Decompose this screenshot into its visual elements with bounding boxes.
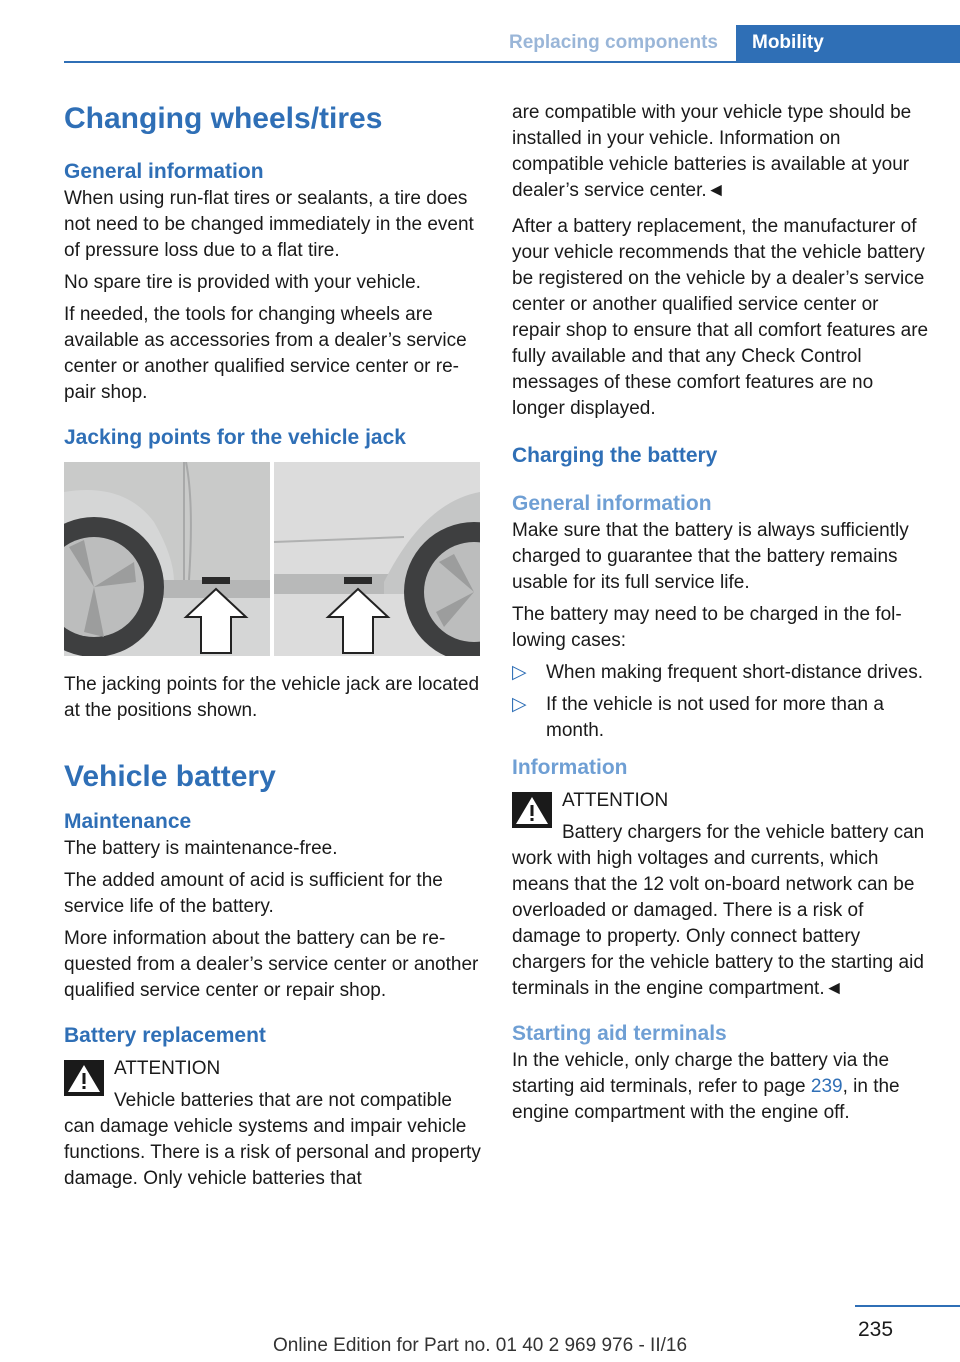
heading-general-information: General information (64, 160, 264, 183)
header-chapter-tab[interactable]: Mobility (736, 25, 960, 63)
list-item (512, 660, 930, 686)
bullet-triangle-icon: ▷ (512, 694, 527, 715)
para-maintenance-free: The battery is maintenance-free. (64, 838, 338, 859)
para-tools: If needed, the tools for changing wheels are available as accessories from a dealer’s service center or another qualified service center or repair shop. (64, 304, 467, 403)
para-charge-cases: The battery may need to be charged in the following cases: (512, 604, 902, 651)
heading-battery-replacement: Battery replacement (64, 1024, 266, 1047)
battery-replacement-warning (64, 1056, 482, 1192)
para-starting-aid (512, 1048, 930, 1126)
heading-changing-wheels: Changing wheels/tires (64, 102, 383, 135)
para-acid: The added amount of acid is sufficient for the service life of the battery. (64, 870, 443, 917)
warning-text-body: Vehicle batteries that are not compatible can damage vehicle systems and impair vehicle functions. There is a risk of personal and property damage. Only vehicle batteries that (64, 1090, 481, 1189)
warning-triangle-icon (64, 1060, 104, 1096)
right-column (512, 100, 930, 1132)
para-starting-aid-text-end: , in the engine compartment with the engine off. (512, 1076, 900, 1123)
heading-maintenance: Maintenance (64, 810, 192, 833)
para-starting-aid-text: In the vehicle, only charge the battery via the starting aid terminals, refer to page (512, 1050, 890, 1097)
warning-text-body: Battery chargers for the vehicle battery can work with high voltages and currents, which means that the 12 volt on-board network can be overloaded or damaged. There is a risk of damage to property. Only connect battery chargers for the vehicle battery to the starting aid terminals in the engine compartment.◄ (512, 822, 925, 999)
warning-title: ATTENTION (562, 790, 669, 811)
footer-edition: Online Edition for Part no. 01 40 2 969 976 - II/16 (272, 1335, 688, 1356)
para-run-flat: When using run-flat tires or sealants, a tire does not need to be changed immediately in the event of pressure loss due to a flat tire. (64, 188, 474, 261)
left-column (64, 100, 482, 1198)
jacking-points-illustration (64, 462, 480, 656)
bullet-triangle-icon: ▷ (512, 662, 527, 683)
heading-starting-aid-terminals: Starting aid terminals (512, 1022, 727, 1045)
charger-warning (512, 788, 930, 1002)
para-after-replacement: After a battery replacement, the manufacturer of your vehicle recommends that the vehicle battery be registered on the vehicle by a dealer’s service center or another qualified service center or repair shop to ensure that all comfort features are fully available and that any Check Control messages of these comfort features are no longer displayed. (512, 216, 929, 419)
heading-information: Information (512, 756, 628, 779)
header-rule (64, 61, 960, 63)
para-no-spare: No spare tire is provided with your vehicle. (64, 272, 421, 293)
page-number: 235 (858, 1318, 894, 1341)
heading-charging-battery: Charging the battery (512, 444, 718, 467)
para-more-information: More information about the battery can be requested from a dealer’s service center or another qualified service center or repair shop. (64, 928, 479, 1001)
warning-title: ATTENTION (114, 1058, 221, 1079)
jacking-points-diagram (64, 462, 480, 656)
warning-triangle-icon (512, 792, 552, 828)
heading-charging-general: General information (512, 492, 712, 515)
para-sufficiently-charged: Make sure that the battery is always sufficiently charged to guarantee that the battery remains usable for its full service life. (512, 520, 909, 593)
heading-vehicle-battery: Vehicle battery (64, 760, 276, 793)
header-section-title: Replacing components (508, 32, 718, 53)
page-number-rule (855, 1305, 960, 1307)
para-compatible-continued: are compatible with your vehicle type should be installed in your vehicle. Information on compatible vehicle batteries is available at your dealer’s service center.◄ (512, 102, 912, 201)
warning-text (64, 1088, 482, 1192)
list-item-text: When making frequent short-distance drives. (546, 662, 924, 683)
charge-cases-list (512, 660, 930, 744)
list-item-text: If the vehicle is not used for more than a month. (546, 694, 884, 741)
page-reference-link[interactable]: 239 (810, 1076, 843, 1097)
warning-text (512, 820, 930, 1002)
para-jacking-location: The jacking points for the vehicle jack are located at the positions shown. (64, 674, 480, 721)
list-item (512, 692, 930, 744)
heading-jacking-points: Jacking points for the vehicle jack (64, 426, 406, 449)
